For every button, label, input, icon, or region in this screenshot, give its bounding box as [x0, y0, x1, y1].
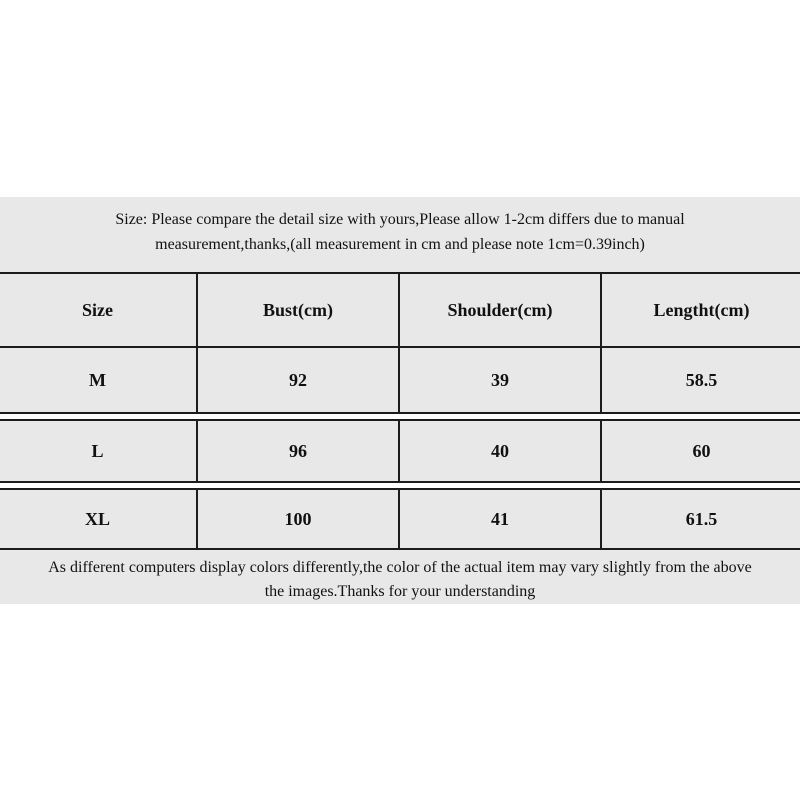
- column-header-length: Lengtht(cm): [602, 272, 800, 348]
- size-table: [0, 272, 800, 550]
- cell-size-m: M: [0, 346, 198, 414]
- measurement-note-line1: Size: Please compare the detail size with yours,Please allow 1-2cm differs due to manual: [115, 211, 685, 228]
- table-row-m: [0, 346, 800, 414]
- cell-length-xl: 61.5: [602, 488, 800, 550]
- cell-bust-l: 96: [198, 419, 400, 483]
- cell-shoulder-m: 39: [400, 346, 602, 414]
- column-header-bust: Bust(cm): [198, 272, 400, 348]
- cell-size-xl: XL: [0, 488, 198, 550]
- measurement-note-line2: measurement,thanks,(all measurement in cm and please note 1cm=0.39inch): [155, 236, 645, 253]
- cell-bust-m: 92: [198, 346, 400, 414]
- cell-shoulder-xl: 41: [400, 488, 602, 550]
- table-header-row: [0, 272, 800, 348]
- cell-length-l: 60: [602, 419, 800, 483]
- table-row-l: [0, 419, 800, 483]
- color-disclaimer: [0, 550, 800, 604]
- measurement-note: [0, 197, 800, 272]
- table-row-xl: [0, 488, 800, 550]
- color-disclaimer-line2: the images.Thanks for your understanding: [264, 583, 536, 600]
- cell-shoulder-l: 40: [400, 419, 602, 483]
- cell-length-m: 58.5: [602, 346, 800, 414]
- cell-bust-xl: 100: [198, 488, 400, 550]
- column-header-size: Size: [0, 272, 198, 348]
- cell-size-l: L: [0, 419, 198, 483]
- column-header-shoulder: Shoulder(cm): [400, 272, 602, 348]
- color-disclaimer-line1: As different computers display colors differently,the color of the actual item may vary slightly from the above: [48, 559, 752, 576]
